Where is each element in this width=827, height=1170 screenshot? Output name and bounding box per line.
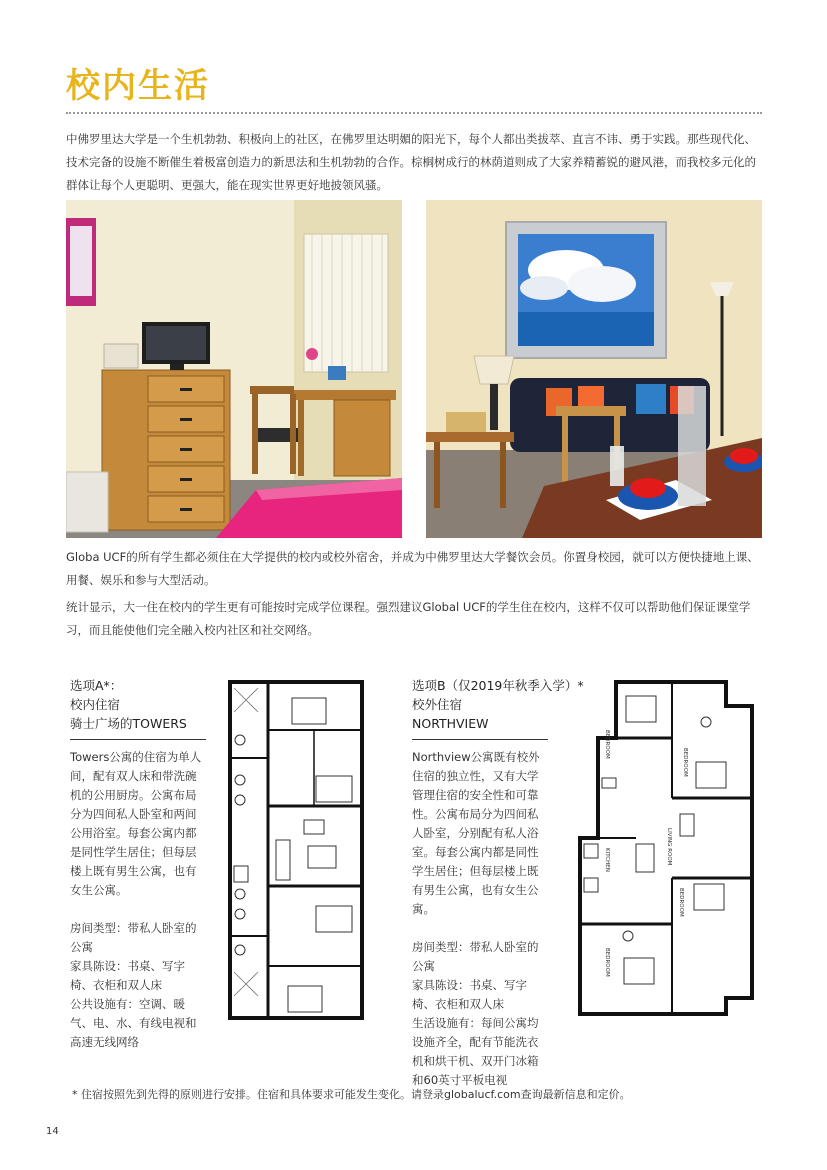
option-b-heading-3: NORTHVIEW xyxy=(412,716,489,731)
option-b-divider xyxy=(412,739,548,740)
page-title: 校内生活 xyxy=(66,66,210,106)
option-a-description: Towers公寓的住宿为单人间，配有双人床和带洗碗机的公用厨房。公寓布局分为四间私人卧室和两间公用浴室。每套公寓内都是同性学生居住；但每层楼上既有男生公寓，也有女生公寓。 xyxy=(70,750,202,897)
intro-paragraph: 中佛罗里达大学是一个生机勃勃、积极向上的社区，在佛罗里达明媚的阳光下，每个人都出类拔萃、直言不讳、勇于实践。那些现代化、技术完备的设施不断催生着极富创造力的新思法和生机勃勃的合作。棕榈树成行的林荫道则成了大家养精蓄锐的避风港，而我校多元化的群体让每个人更聪明、更强大，能在现实世界更好地披领风骚。 xyxy=(66,132,756,192)
title-divider xyxy=(66,112,762,114)
option-b-facilities: 生活设施有：每间公寓均设施齐全，配有节能洗衣机和烘干机、双开门冰箱和60英寸平板电视 xyxy=(412,1016,539,1087)
option-b-room-type: 房间类型：带私人卧室的公寓 xyxy=(412,940,539,973)
option-b-heading-1: 选项B（仅2019年秋季入学）* xyxy=(412,678,584,693)
option-b-furniture: 家具陈设：书桌、写字椅、衣柜和双人床 xyxy=(412,978,527,1011)
plan-b-label-bedroom-3: BEDROOM xyxy=(678,888,684,917)
living-room-photo xyxy=(426,200,762,538)
option-a-room-type: 房间类型：带私人卧室的公寓 xyxy=(70,921,197,954)
plan-b-label-bedroom-4: BEDROOM xyxy=(604,948,610,977)
option-b-heading-2: 校外住宿 xyxy=(412,697,463,712)
option-a-heading-3: 骑士广场的TOWERS xyxy=(70,716,187,731)
option-a-heading-1: 选项A*： xyxy=(70,678,123,693)
option-a-section xyxy=(70,676,206,1052)
towers-floor-plan xyxy=(228,680,364,1020)
option-a-facilities: 公共设施有：空调、暖气、电、水、有线电视和高速无线网络 xyxy=(70,997,197,1049)
plan-b-label-living-room: LIVING ROOM xyxy=(666,828,672,866)
northview-floor-plan xyxy=(576,678,756,1018)
option-a-divider xyxy=(70,739,206,740)
page-number: 14 xyxy=(46,1126,59,1137)
plan-b-label-kitchen: KITCHEN xyxy=(604,848,610,872)
residency-requirement-paragraph: Globa UCF的所有学生都必须住在大学提供的校内或校外宿舍，并成为中佛罗里达大学餐饮会员。你置身校园，就可以方便快捷地上课、用餐、娱乐和参与大型活动。 xyxy=(66,550,759,587)
statistics-paragraph: 统计显示，大一住在校内的学生更有可能按时完成学位课程。强烈建议Global UCF的学生住在校内，这样不仅可以帮助他们保证课堂学习，而且能使他们完全融入校内社区和社交网络。 xyxy=(66,600,751,637)
option-a-heading-2: 校内住宿 xyxy=(70,697,121,712)
option-b-section xyxy=(412,676,592,1090)
plan-b-label-bedroom-2: BEDROOM xyxy=(682,748,688,777)
plan-b-label-bedroom-1: BEDROOM xyxy=(604,730,610,759)
option-b-description: Northview公寓既有校外住宿的独立性，又有大学管理住宿的安全性和可靠性。公寓布局分为四间私人卧室，分别配有私人浴室。每套公寓内都是同性学生居住；但每层楼上既有男生公寓，也有女生公寓。 xyxy=(412,750,540,916)
option-a-furniture: 家具陈设：书桌、写字椅、衣柜和双人床 xyxy=(70,959,185,992)
footnote: * 住宿按照先到先得的原则进行安排。住宿和具体要求可能发生变化。请登录globalucf.com查询最新信息和定价。 xyxy=(72,1088,631,1101)
dorm-bedroom-photo xyxy=(66,200,402,538)
